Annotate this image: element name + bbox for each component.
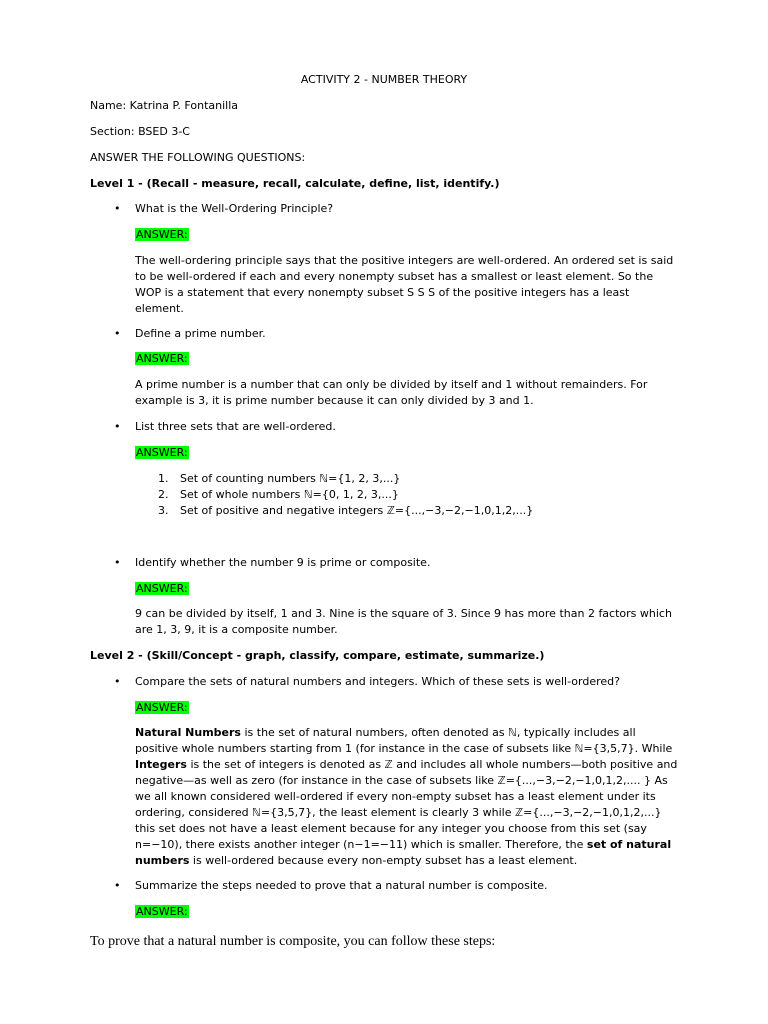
list-item: Set of whole numbers ℕ={0, 1, 2, 3,...} xyxy=(180,488,399,501)
level2-question-1: Compare the sets of natural numbers and integers. Which of these sets is well-ordered? xyxy=(135,675,620,688)
level1-answer-2: A prime number is a number that can only be divided by itself and 1 without remainders. For example is 3, it is prime number because it can only divided by 3 and 1. xyxy=(135,378,648,407)
answer-highlight: ANSWER: xyxy=(136,701,188,714)
level2-question-2: Summarize the steps needed to prove that a natural number is composite. xyxy=(135,879,548,892)
answer-label xyxy=(135,581,189,597)
level1-heading: Level 1 - (Recall - measure, recall, calculate, define, list, identify.) xyxy=(90,177,500,190)
level1-question-3: List three sets that are well-ordered. xyxy=(135,420,336,433)
level2-heading: Level 2 - (Skill/Concept - graph, classify, compare, estimate, summarize.) xyxy=(90,649,545,662)
document-title: ACTIVITY 2 - NUMBER THEORY xyxy=(300,73,468,86)
answer-highlight: ANSWER: xyxy=(136,905,188,918)
answer-text: is the set of integers is denoted as ℤ and includes all whole numbers—both positive and negative—as well as zero (for instance in the case of subsets like ℤ={...,−3,−2,−1,0,1,2,.... } As we all known considered well-ordered if every non-empty subset has a least element under its ordering, considered ℕ={3,5,7}, the least element is clearly 3 while ℤ={...,−3,−2,−1,0,1,2,...} this set does not have a least element because for any integer you choose from this set (say n=−10), there exists another integer (n−1=−11) which is smaller. Therefore, the xyxy=(135,758,678,851)
bold-term: set of natural numbers xyxy=(135,838,672,867)
level1-answer-1: The well-ordering principle says that the positive integers are well-ordered. An ordered set is said to be well-ordered if each and every nonempty subset has a smallest or least element. So the WOP is a statement that every nonempty subset S S S of the positive integers has a least element. xyxy=(135,254,674,315)
level2-answer-1 xyxy=(135,725,680,869)
student-section: Section: BSED 3-C xyxy=(90,125,190,138)
list-item-number: 1. xyxy=(158,472,169,485)
instruction-text: ANSWER THE FOLLOWING QUESTIONS: xyxy=(90,151,306,164)
bullet-marker: • xyxy=(114,879,121,892)
list-item-number: 3. xyxy=(158,504,169,517)
level1-answer-4: 9 can be divided by itself, 1 and 3. Nine is the square of 3. Since 9 has more than 2 factors which are 1, 3, 9, it is a composite number. xyxy=(135,607,672,636)
answer-text: is well-ordered because every non-empty subset has a least element. xyxy=(189,854,578,867)
closing-sentence: To prove that a natural number is composite, you can follow these steps: xyxy=(90,934,496,949)
level1-question-1: What is the Well-Ordering Principle? xyxy=(135,202,334,215)
list-item: Set of positive and negative integers ℤ={...,−3,−2,−1,0,1,2,...} xyxy=(180,504,534,517)
answer-highlight: ANSWER: xyxy=(136,352,188,365)
answer-highlight: ANSWER: xyxy=(136,446,188,459)
answer-label xyxy=(135,700,189,716)
bold-term: Natural Numbers xyxy=(135,726,241,739)
student-name: Name: Katrina P. Fontanilla xyxy=(90,99,239,112)
bullet-marker: • xyxy=(114,675,121,688)
list-item-number: 2. xyxy=(158,488,169,501)
answer-label xyxy=(135,351,189,367)
bullet-marker: • xyxy=(114,420,121,433)
bullet-marker: • xyxy=(114,327,121,340)
level1-question-2: Define a prime number. xyxy=(135,327,266,340)
answer-label xyxy=(135,904,189,920)
answer-highlight: ANSWER: xyxy=(136,228,188,241)
bullet-marker: • xyxy=(114,556,121,569)
bullet-marker: • xyxy=(114,202,121,215)
answer-text: is the set of natural numbers, often denoted as ℕ, typically includes all positive whole numbers starting from 1 (for instance in the case of subsets like ℕ={3,5,7}. While xyxy=(135,726,673,755)
answer-highlight: ANSWER: xyxy=(136,582,188,595)
answer-label xyxy=(135,445,189,461)
bold-term: Integers xyxy=(135,758,187,771)
answer-label xyxy=(135,227,189,243)
level1-question-4: Identify whether the number 9 is prime or composite. xyxy=(135,556,431,569)
list-item: Set of counting numbers ℕ={1, 2, 3,...} xyxy=(180,472,401,485)
